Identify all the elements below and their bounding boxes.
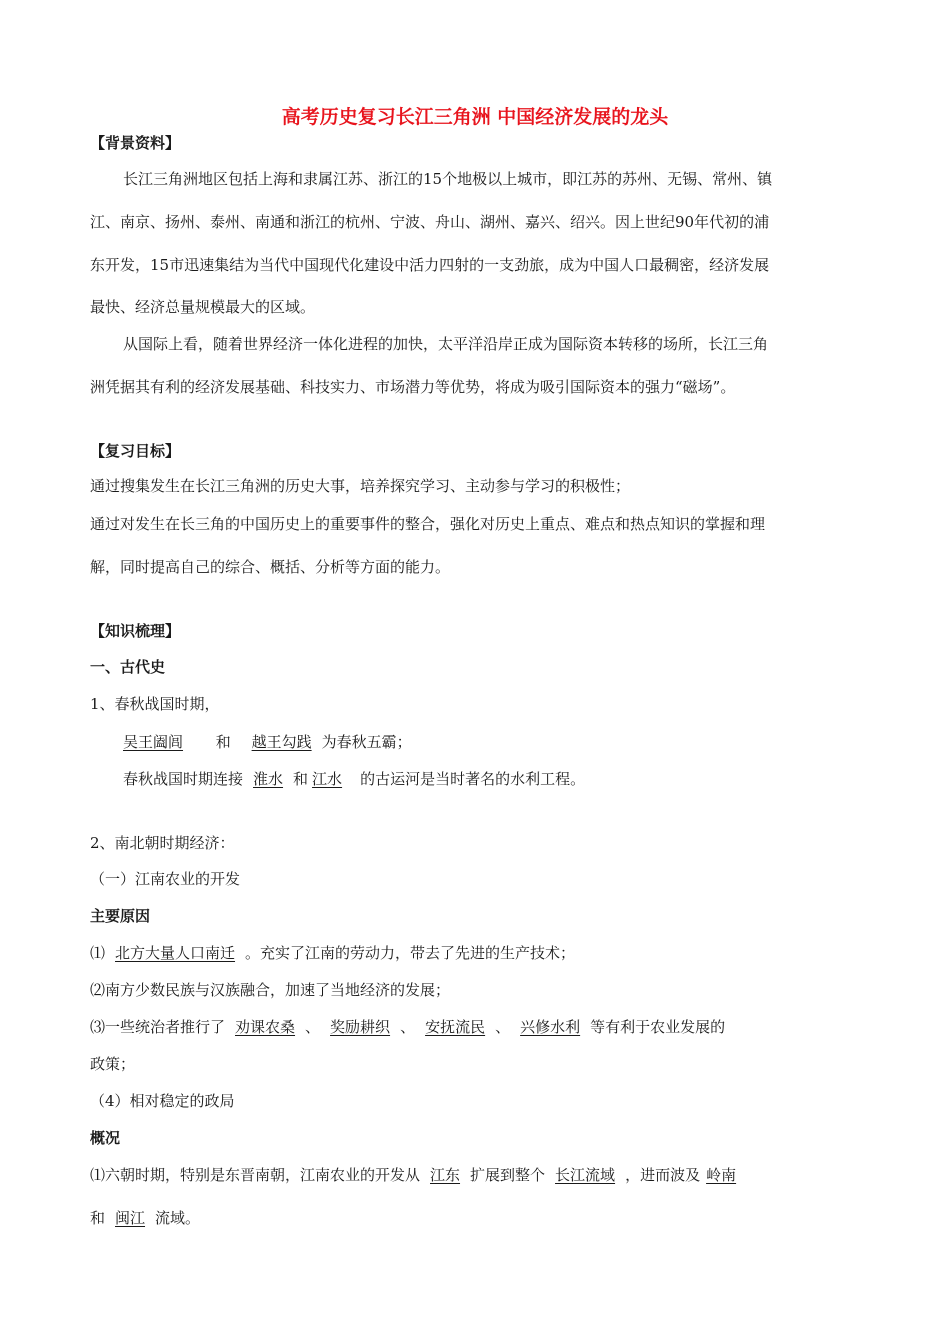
blank-answer: 长江流域: [555, 1166, 616, 1184]
subsection-jiangnan-agriculture: （一）江南农业的开发: [90, 870, 241, 888]
item-southern-northern: 2、南北朝时期经济：: [90, 834, 235, 852]
reason-3: ⑶一些统治者推行了 劝课农桑 、 奖励耕织 、 安抚流民 、 兴修水利 等有利于农业发展的: [90, 1018, 726, 1036]
blank-answer: 奖励耕织: [330, 1018, 391, 1036]
blank-answer: 闽江: [115, 1209, 146, 1227]
blank-answer: 江东: [430, 1166, 461, 1184]
blank-answer: 江水: [312, 770, 343, 788]
goals-line3: 解，同时提高自己的综合、概括、分析等方面的能力。: [90, 558, 451, 576]
blank-answer: 吴王阖闾: [123, 733, 184, 751]
overview-1: ⑴六朝时期，特别是东晋南朝，江南农业的开发从 江东 扩展到整个 长江流域 ，进而波及 岭南: [90, 1166, 737, 1184]
section-ancient: 一、古代史: [90, 658, 166, 676]
background-p1-line4: 最快、经济总量规模最大的区域。: [90, 298, 316, 316]
page-title: 高考历史复习长江三角洲 中国经济发展的龙头: [281, 106, 669, 128]
reasons-heading: 主要原因: [90, 907, 151, 925]
background-p2-line1: 从国际上看，随着世界经济一体化进程的加快，太平洋沿岸正成为国际资本转移的场所，长江三角: [123, 335, 769, 353]
reason-2: ⑵南方少数民族与汉族融合，加速了当地经济的发展；: [90, 981, 451, 999]
background-p1-line1: 长江三角洲地区包括上海和隶属江苏、浙江的15个地极以上城市，即江苏的苏州、无锡、常州、镇: [123, 170, 773, 188]
reason-3-cont: 政策；: [90, 1055, 136, 1073]
goals-heading: 【复习目标】: [90, 442, 181, 460]
overview-heading: 概况: [90, 1129, 121, 1147]
blank-answer: 北方大量人口南迁: [115, 944, 236, 962]
blank-answer: 安抚流民: [425, 1018, 486, 1036]
blank-answer: 越王勾践: [251, 733, 312, 751]
blank-answer: 淮水: [253, 770, 284, 788]
background-p1-line2: 江、南京、扬州、泰州、南通和浙江的杭州、宁波、舟山、湖州、嘉兴、绍兴。因上世纪90年代初的浦: [90, 213, 770, 231]
goals-line2: 通过对发生在长三角的中国历史上的重要事件的整合，强化对历史上重点、难点和热点知识的掌握和理: [90, 515, 766, 533]
blank-answer: 兴修水利: [520, 1018, 581, 1036]
background-p1-line3: 东开发，15市迅速集结为当代中国现代化建设中活力四射的一支劲旅，成为中国人口最稠密，经济发展: [90, 256, 770, 274]
background-heading: 【背景资料】: [90, 134, 181, 152]
blank-answer: 岭南: [706, 1166, 737, 1184]
goals-line1: 通过搜集发生在长江三角洲的历史大事，培养探究学习、主动参与学习的积极性；: [90, 477, 631, 495]
blank-answer: 劝课农桑: [235, 1018, 296, 1036]
canal-line: 春秋战国时期连接 淮水 和 江水 的古运河是当时著名的水利工程。: [123, 770, 586, 788]
reason-4: （4）相对稳定的政局: [90, 1092, 235, 1110]
item-spring-autumn: 1、春秋战国时期，: [90, 695, 220, 713]
reason-1: ⑴ 北方大量人口南迁 。充实了江南的劳动力，带去了先进的生产技术；: [90, 944, 576, 962]
hegemons-line: 吴王阖闾 和 越王勾践 为春秋五霸；: [123, 733, 412, 751]
knowledge-heading: 【知识梳理】: [90, 622, 181, 640]
overview-1-cont: 和 闽江 流域。: [90, 1209, 201, 1227]
background-p2-line2: 洲凭据其有利的经济发展基础、科技实力、市场潜力等优势，将成为吸引国际资本的强力“磁场”。: [90, 378, 736, 396]
